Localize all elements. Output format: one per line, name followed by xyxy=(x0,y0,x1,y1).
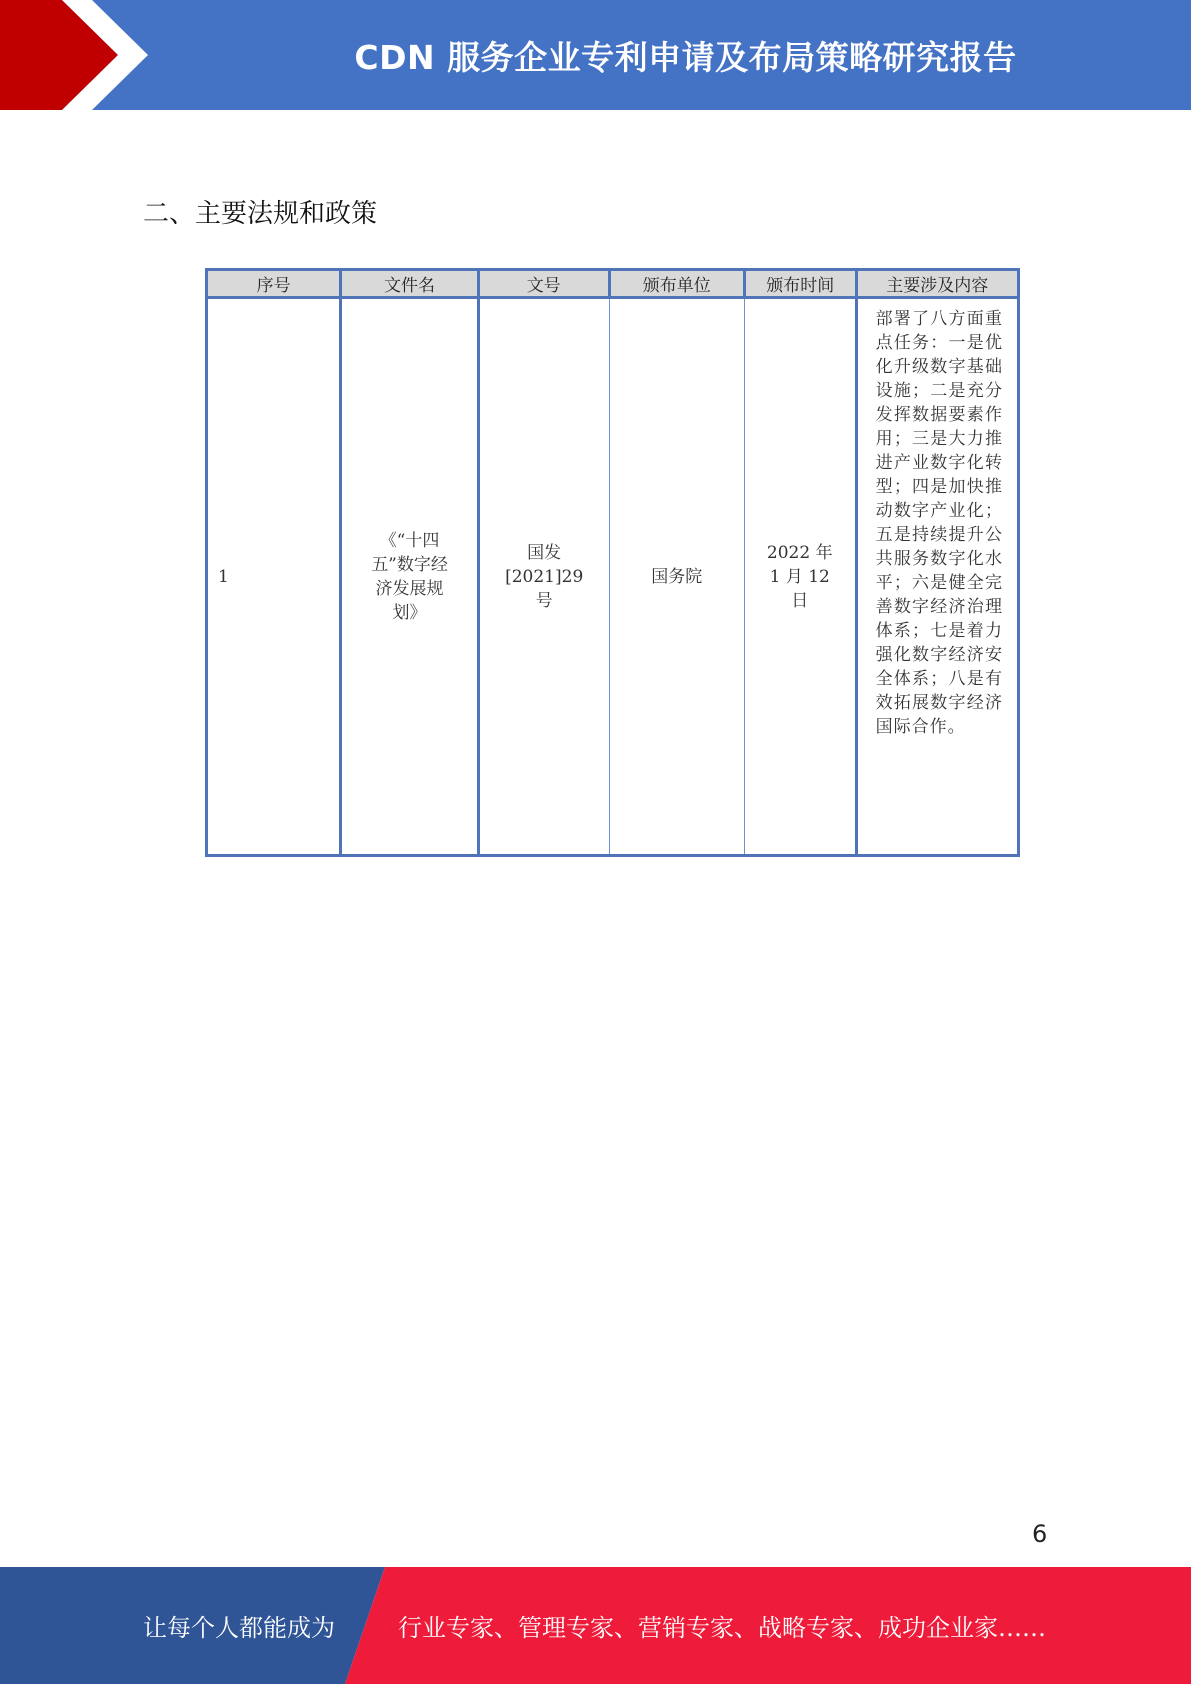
footer-slogan-right: 行业专家、管理专家、营销专家、战略专家、成功企业家…… xyxy=(398,1614,1046,1642)
column-header-issuer: 颁布单位 xyxy=(609,270,744,298)
cell-content: 部署了八方面重点任务：一是优化升级数字基础设施；二是充分发挥数据要素作用；三是大力推进产业数字化转型；四是加快推动数字产业化；五是持续提升公共服务数字化水平；六是健全完善数字经济治理体系；七是着力强化数字经济安全体系；八是有效拓展数字经济国际合作。 xyxy=(856,298,1018,856)
cell-date-line: 日 xyxy=(791,590,809,611)
section-heading: 二、主要法规和政策 xyxy=(143,199,378,229)
cell-index xyxy=(207,298,341,856)
footer-slogan-left: 让每个人都能成为 xyxy=(143,1614,335,1642)
footer-banner xyxy=(0,1567,1191,1684)
column-header-doc-no: 文号 xyxy=(478,270,609,298)
cell-date-line: 1 月 12 xyxy=(769,566,830,587)
cell-issuer-text: 国务院 xyxy=(651,566,703,587)
column-header-date: 颁布时间 xyxy=(744,270,856,298)
cell-doc-no-line: 号 xyxy=(535,590,553,611)
header-bar xyxy=(0,0,1191,110)
column-header-content: 主要涉及内容 xyxy=(856,270,1018,298)
report-title: CDN 服务企业专利申请及布局策略研究报告 xyxy=(354,37,1017,77)
page-number: 6 xyxy=(1032,1520,1048,1548)
cell-doc-no xyxy=(478,298,609,856)
cell-doc-no-line: 国发 xyxy=(527,542,562,563)
cell-name-line: 济发展规 xyxy=(375,578,444,599)
cell-date xyxy=(744,298,856,856)
cell-doc-no-line: [2021]29 xyxy=(505,566,584,587)
cell-index-text: 1 xyxy=(218,566,229,587)
cell-name-line: 划》 xyxy=(392,602,427,623)
cell-date-line: 2022 年 xyxy=(766,542,833,563)
column-header-index: 序号 xyxy=(207,270,341,298)
cell-name-line: 《“十四 xyxy=(379,530,440,551)
red-chevron-icon xyxy=(0,0,160,110)
cell-issuer xyxy=(609,298,744,856)
cell-name xyxy=(341,298,479,856)
table-row xyxy=(207,298,1019,856)
column-header-name: 文件名 xyxy=(341,270,479,298)
policy-table xyxy=(205,268,1020,857)
cell-name-line: 五”数字经 xyxy=(371,554,448,575)
table-header-row xyxy=(207,270,1019,298)
